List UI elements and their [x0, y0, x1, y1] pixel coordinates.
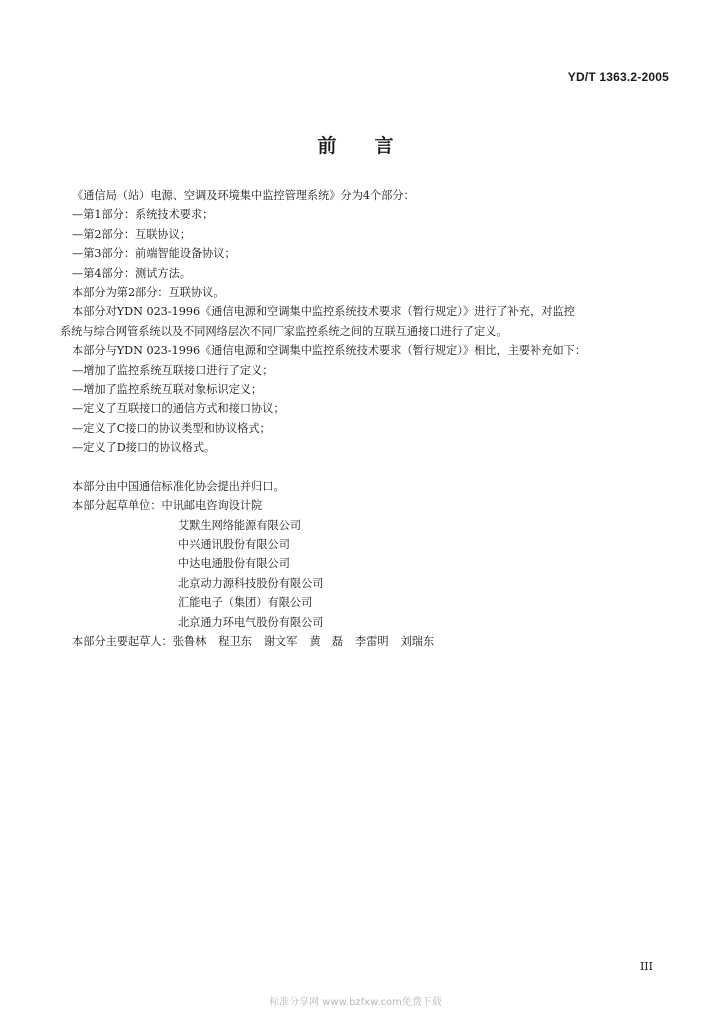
authors-row — [72, 632, 672, 651]
change-list-item: —增加了监控系统互联对象标识定义； — [72, 382, 263, 396]
this-part-statement: 本部分为第2部分：互联协议。 — [72, 285, 225, 299]
drafting-org: 中兴通讯股份有限公司 — [178, 538, 290, 552]
drafting-units-label: 本部分起草单位： — [72, 499, 162, 513]
part-list-item: —第3部分：前端智能设备协议； — [72, 247, 236, 261]
drafting-org: 北京通力环电气股份有限公司 — [178, 615, 324, 629]
title-char-2: 言 — [374, 135, 394, 157]
change-list-item: —定义了C接口的协议类型和协议格式； — [72, 421, 271, 435]
watermark-text: 标准分享网 www.bzfxw.com免费下载 — [269, 997, 442, 1008]
author-name: 程卫东 — [218, 634, 252, 648]
change-list-item: —增加了监控系统互联接口进行了定义； — [72, 363, 274, 377]
part-list-item: —第2部分：互联协议； — [72, 227, 191, 241]
page-number: III — [639, 960, 653, 973]
drafting-org-row — [72, 593, 672, 612]
drafting-org-row — [72, 535, 672, 554]
spacer — [72, 457, 672, 476]
author-name: 李雷明 — [355, 634, 389, 648]
change-list-item: —定义了互联接口的通信方式和接口协议； — [72, 402, 285, 416]
proposed-statement: 本部分由中国通信标准化协会提出并归口。 — [72, 479, 285, 493]
part-list-item: —第4部分：测试方法。 — [72, 266, 191, 280]
intro-paragraph: 《通信局（站）电源、空调及环境集中监控管理系统》分为4个部分： — [72, 189, 415, 202]
supplement-paragraph-line2: 系统与综合网管系统以及不同网络层次不同厂家监控系统之间的互联互通接口进行了定义。 — [60, 324, 508, 338]
drafting-org-row — [72, 613, 672, 632]
drafting-units-row — [72, 496, 672, 515]
drafting-org: 汇能电子（集团）有限公司 — [178, 596, 313, 610]
document-body — [60, 186, 672, 651]
author-name: 张鲁林 — [172, 634, 207, 648]
drafting-org: 中讯邮电咨询设计院 — [161, 499, 263, 513]
drafting-org: 艾默生网络能源有限公司 — [178, 518, 302, 532]
title-char-1: 前 — [317, 135, 337, 157]
author-name: 黄 磊 — [309, 634, 344, 648]
authors-label: 本部分主要起草人： — [72, 634, 173, 648]
author-name: 谢文军 — [263, 634, 298, 648]
drafting-org: 北京动力源科技股份有限公司 — [178, 576, 324, 590]
part-list-item: —第1部分：系统技术要求； — [72, 208, 214, 222]
drafting-org-row — [72, 516, 672, 535]
drafting-org-row — [72, 554, 672, 573]
drafting-org: 中达电通股份有限公司 — [178, 557, 290, 571]
change-list-item: —定义了D接口的协议格式。 — [72, 441, 216, 455]
supplement-paragraph-line1: 本部分对YDN 023-1996《通信电源和空调集中监控系统技术要求（暂行规定）》进行了补充，对监控 — [72, 305, 575, 319]
standard-code: YD/T 1363.2-2005 — [567, 70, 669, 84]
author-name: 刘瑞东 — [400, 634, 435, 648]
drafting-org-row — [72, 574, 672, 593]
page-title — [0, 131, 711, 158]
compare-paragraph: 本部分与YDN 023-1996《通信电源和空调集中监控系统技术要求（暂行规定）》相比，主要补充如下： — [72, 344, 587, 358]
